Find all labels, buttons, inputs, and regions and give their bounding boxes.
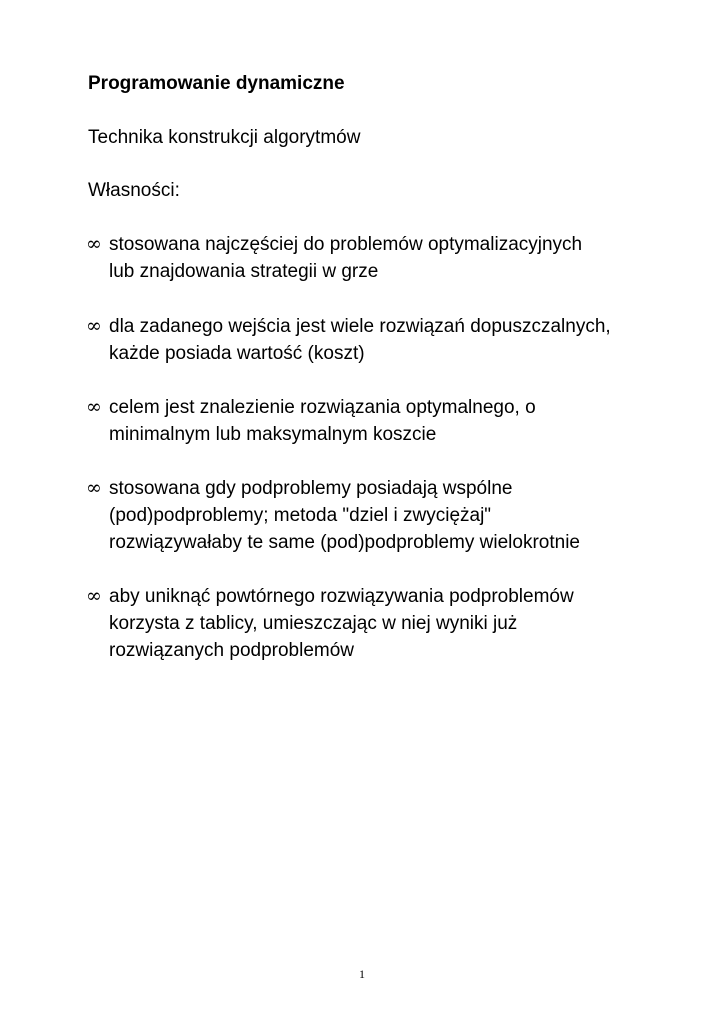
document-title: Programowanie dynamiczne (88, 73, 345, 94)
bullet-item (86, 475, 706, 556)
infinity-bullet-icon: ∞ (86, 585, 102, 607)
properties-label: Własności: (88, 180, 180, 201)
bullet-line: rozwiązywałaby te same (pod)podproblemy wielokrotnie (109, 532, 580, 553)
document-subtitle: Technika konstrukcji algorytmów (88, 127, 361, 148)
infinity-bullet-icon: ∞ (86, 315, 102, 337)
bullet-line: każde posiada wartość (koszt) (109, 343, 365, 364)
bullet-item (86, 583, 706, 664)
bullet-line: lub znajdowania strategii w grze (109, 261, 379, 282)
bullet-line: aby uniknąć powtórnego rozwiązywania podproblemów (109, 586, 574, 607)
page-number: 1 (359, 967, 365, 981)
bullet-line: minimalnym lub maksymalnym koszcie (109, 424, 437, 445)
bullet-item (86, 231, 706, 285)
bullet-item (86, 394, 706, 448)
bullet-line: celem jest znalezienie rozwiązania optymalnego, o (109, 397, 536, 418)
infinity-bullet-icon: ∞ (86, 477, 102, 499)
bullet-line: korzysta z tablicy, umieszczając w niej wyniki już (109, 613, 518, 634)
bullet-line: (pod)podproblemy; metoda "dziel i zwyciężaj" (109, 505, 492, 526)
infinity-bullet-icon: ∞ (86, 396, 102, 418)
bullet-line: stosowana gdy podproblemy posiadają wspólne (109, 478, 513, 499)
bullet-line: rozwiązanych podproblemów (109, 640, 355, 661)
bullet-line: stosowana najczęściej do problemów optymalizacyjnych (109, 234, 583, 255)
bullet-item (86, 313, 706, 367)
infinity-bullet-icon: ∞ (86, 233, 102, 255)
bullet-line: dla zadanego wejścia jest wiele rozwiązań dopuszczalnych, (109, 316, 611, 337)
